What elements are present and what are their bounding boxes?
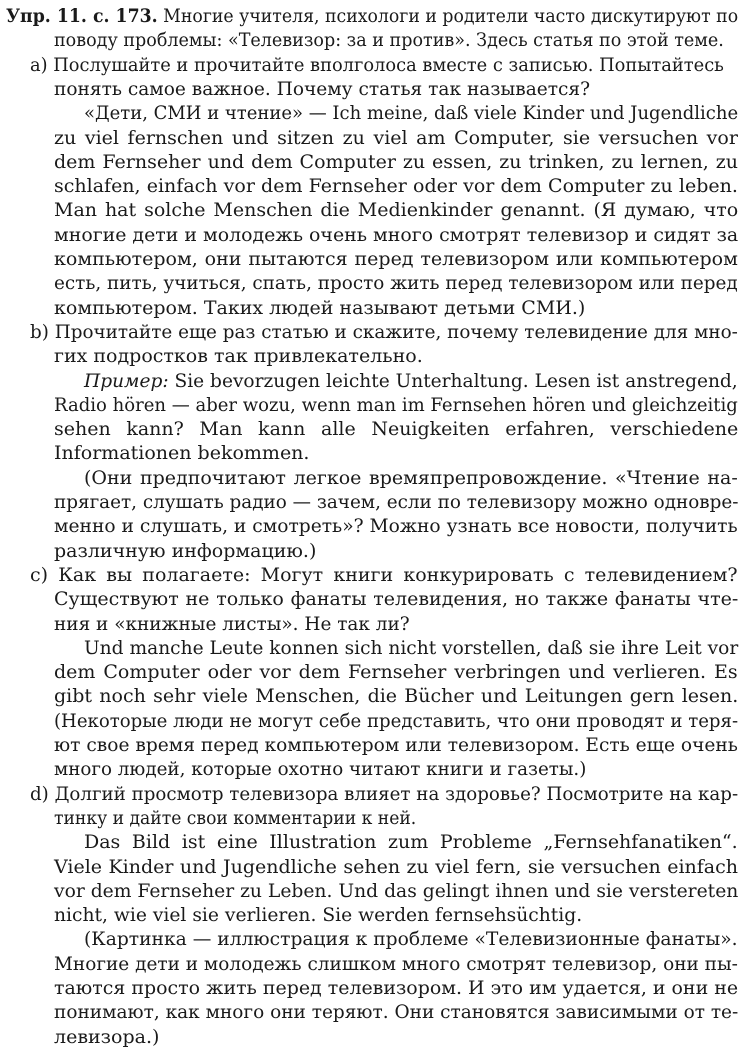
text-line: vor dem Fernseher zu Leben. Und das gelingt ihnen und sie verstereten bbox=[54, 879, 739, 902]
text-line: Und manche Leute konnen sich nicht vorstellen, daß sie ihre Leit vor bbox=[84, 636, 739, 659]
text-line: ют свое время перед компьютером или телевизором. Есть еще очень bbox=[54, 734, 738, 756]
text-line: Radio hören — aber wozu, wenn man im Fernsehen hören und gleichzeitig bbox=[54, 393, 738, 416]
text-line: понимают, как много они теряют. Они становятся зависимыми от те- bbox=[54, 1001, 739, 1024]
text-line: Пример: Sie bevorzugen leichte Unterhaltung. Lesen ist anstregend, bbox=[84, 369, 738, 392]
text-line: ния и «книжные листы». Не так ли? bbox=[54, 612, 410, 635]
text-line: а) Послушайте и прочитайте вполголоса вместе с записью. Попытайтесь bbox=[30, 53, 724, 76]
text-line: nicht, wie viel sie verlieren. Sie werden fernsehsüchtig. bbox=[54, 904, 583, 927]
text-line: компьютером, они пытаются перед телевизором или компьютером bbox=[54, 248, 738, 270]
text-line: (Они предпочитают легкое времяпрепровождение. «Чтение на- bbox=[84, 466, 738, 489]
text-line: (Картинка — иллюстрация к проблеме «Телевизионные фанаты». bbox=[84, 928, 738, 951]
text-line: sehen kann? Man kann alle Neuigkeiten erfahren, verschiedene bbox=[54, 418, 739, 441]
text-line: dem Fernseher und dem Computer zu essen, zu trinken, zu lernen, zu bbox=[54, 150, 739, 173]
text-line: gibt noch sehr viele Menschen, die Bücher und Leitungen gern lesen. bbox=[54, 685, 739, 708]
text-line: прягает, слушать радио — зачем, если по телевизору можно одновре- bbox=[54, 491, 739, 513]
text-line: Informationen bekommen. bbox=[54, 442, 310, 465]
text-line: schlafen, einfach vor dem Fernseher oder vor dem Computer zu leben. bbox=[54, 175, 738, 198]
text-line: тинку и дайте свои комментарии к ней. bbox=[54, 806, 417, 829]
text-line: Существуют не только фанаты телевидения, но также фанаты чте- bbox=[54, 588, 739, 611]
text-line: dem Computer oder vor dem Fernseher verbringen und verlieren. Es bbox=[54, 661, 738, 684]
text-line: понять самое важное. Почему статья так называется? bbox=[54, 77, 591, 100]
text-line: различную информацию.) bbox=[54, 539, 317, 562]
text-line: Упр. 11. с. 173. Многие учителя, психологи и родители часто дискутируют по bbox=[6, 5, 739, 27]
text-line: Viele Kinder und Jugendliche sehen zu viel fern, sie versuchen einfach bbox=[54, 855, 738, 878]
text-line: есть, пить, учиться, спать, просто жить перед телевизором или перед bbox=[54, 272, 738, 295]
text-line: много людей, которые охотно читают книги и газеты.) bbox=[54, 758, 587, 781]
text-line: таются просто жить перед телевизором. И это им удается, и они не bbox=[54, 977, 739, 999]
text-line: поводу проблемы: «Телевизор: за и против». Здесь статья по этой теме. bbox=[54, 29, 724, 52]
text-line: zu viel fernschen und sitzen zu viel am Computer, sie versuchen vor bbox=[54, 126, 738, 149]
text-line: компьютером. Таких людей называют детьми СМИ.) bbox=[54, 296, 586, 319]
text-line: b) Прочитайте еще раз статью и скажите, почему телевидение для мно- bbox=[30, 320, 738, 343]
text-line: d) Долгий просмотр телевизора влияет на здоровье? Посмотрите на кар- bbox=[30, 782, 739, 805]
text-line: Das Bild ist eine Illustration zum Probleme „Fernsehfanatiken“. bbox=[84, 831, 738, 854]
text-line: «Дети, СМИ и чтение» — Ich meine, daß viele Kinder und Jugendliche bbox=[84, 102, 739, 125]
text-line: менно и слушать, и смотреть»? Можно узнать все новости, получить bbox=[54, 515, 738, 538]
text-line: (Некоторые люди не могут себе представить, что они проводят и теря- bbox=[54, 709, 739, 732]
text-line: Многие дети и молодежь слишком много смотрят телевизор, они пы- bbox=[54, 952, 738, 975]
text-line: левизора.) bbox=[54, 1025, 160, 1048]
text-line: многие дети и молодежь очень много смотрят телевизор и сидят за bbox=[54, 223, 739, 246]
text-line: гих подростков так привлекательно. bbox=[54, 345, 423, 368]
text-line: Man hat solche Menschen die Medienkinder genannt. (Я думаю, что bbox=[54, 199, 739, 222]
text-line: c) Как вы полагаете: Могут книги конкурировать с телевидением? bbox=[30, 563, 738, 586]
